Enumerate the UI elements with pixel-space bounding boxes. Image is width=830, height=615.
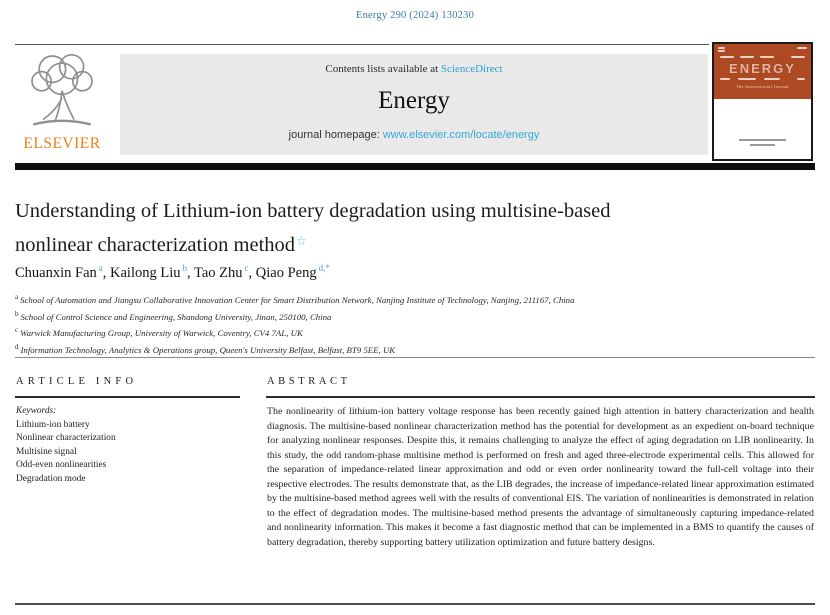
abstract-heading: ABSTRACT bbox=[267, 376, 351, 387]
elsevier-logo[interactable] bbox=[15, 50, 109, 160]
affiliation-sup: b bbox=[15, 309, 19, 318]
author-name: Chuanxin Fan bbox=[15, 264, 97, 281]
affiliation-text: Information Technology, Analytics & Operations group, Queen's University Belfast, Belfast, BT9 5EE, UK bbox=[20, 344, 396, 355]
author-affiliation-link[interactable]: d,* bbox=[318, 263, 330, 273]
cover-editor-bar4 bbox=[791, 56, 805, 58]
page-bottom-rule bbox=[15, 603, 815, 605]
journal-cover-thumbnail[interactable] bbox=[712, 42, 813, 161]
sciencedirect-link[interactable]: ScienceDirect bbox=[440, 63, 503, 75]
cover-issue-mark bbox=[797, 47, 807, 49]
affiliation-sup: d bbox=[15, 342, 19, 351]
keyword-item: Multisine signal bbox=[16, 446, 77, 457]
abstract-rule bbox=[266, 396, 815, 398]
cover-sub-bar3 bbox=[764, 78, 780, 80]
affiliation-line bbox=[15, 291, 695, 308]
article-title-line1: Understanding of Lithium-ion battery degradation using multisine-based bbox=[15, 200, 611, 222]
contents-prefix: Contents lists available at bbox=[325, 63, 441, 75]
affiliation-sup: c bbox=[15, 326, 19, 335]
keyword-item: Odd-even nonlinearities bbox=[16, 460, 107, 471]
header-top-rule bbox=[15, 44, 709, 45]
cover-editor-bar2 bbox=[740, 56, 754, 58]
cover-sub-bar4 bbox=[797, 78, 805, 80]
author-affiliation-link[interactable]: b bbox=[182, 263, 187, 273]
affiliation-text: Warwick Manufacturing Group, University of Warwick, Coventry, CV4 7AL, UK bbox=[20, 327, 303, 338]
author-separator: , bbox=[187, 264, 194, 281]
cover-subtitle: The International Journal bbox=[736, 84, 789, 89]
cover-banner bbox=[714, 44, 811, 99]
homepage-prefix: journal homepage: bbox=[288, 129, 383, 141]
journal-citation: Energy 290 (2024) 130230 bbox=[355, 10, 475, 21]
elsevier-tree-icon bbox=[26, 50, 98, 134]
keyword-item: Nonlinear characterization bbox=[16, 433, 116, 444]
homepage-url-link[interactable]: www.elsevier.com/locate/energy bbox=[382, 129, 540, 141]
affiliation-line bbox=[15, 308, 695, 325]
affiliation-sup: a bbox=[15, 293, 19, 301]
cover-footer-bar2 bbox=[750, 144, 775, 146]
affiliation-text: School of Automation and Jiangsu Collaborative Innovation Center for Smart Distribution Network, Nanjing Institute of Technology, Nanjing, 211167, China bbox=[20, 294, 575, 305]
keyword-item: Lithium-ion battery bbox=[16, 420, 90, 430]
homepage-line bbox=[120, 129, 708, 141]
author-affiliation-link[interactable]: a bbox=[98, 263, 103, 273]
affiliation-line bbox=[15, 324, 695, 341]
article-title bbox=[15, 196, 735, 260]
cover-editor-bar3 bbox=[760, 56, 774, 58]
affiliation-list bbox=[15, 291, 695, 357]
author-separator: , bbox=[102, 264, 111, 281]
author-name: Qiao Peng bbox=[255, 264, 317, 281]
elsevier-wordmark: ELSEVIER bbox=[23, 135, 101, 152]
cover-footer-bar1 bbox=[739, 139, 786, 141]
keywords-label: Keywords: bbox=[16, 406, 57, 416]
cover-sub-bar2 bbox=[738, 78, 756, 80]
author-name: Tao Zhu bbox=[194, 264, 243, 281]
article-title-line2: nonlinear characterization method bbox=[15, 234, 296, 256]
cover-journal-title: ENERGY bbox=[729, 61, 796, 76]
cover-editor-bar1 bbox=[720, 56, 734, 58]
affiliation-text: School of Control Science and Engineering, Shandong University, Jinan, 250100, China bbox=[20, 311, 332, 322]
cover-issn-mark bbox=[718, 47, 725, 49]
cover-issn-mark2 bbox=[718, 50, 725, 52]
author-list bbox=[15, 263, 715, 282]
title-footnote-star[interactable]: ☆ bbox=[296, 234, 307, 248]
cover-sub-bar1 bbox=[720, 78, 730, 80]
author-affiliation-link[interactable]: c bbox=[244, 263, 249, 273]
author-separator: , bbox=[248, 264, 256, 281]
article-info-heading: ARTICLE INFO bbox=[16, 376, 138, 387]
article-info-rule bbox=[15, 396, 240, 398]
journal-name: Energy bbox=[378, 87, 450, 114]
section-divider-rule bbox=[15, 357, 815, 358]
header-divider-bar bbox=[15, 163, 815, 170]
journal-header-box bbox=[120, 54, 708, 155]
affiliation-line bbox=[15, 341, 695, 358]
abstract-text: The nonlinearity of lithium-ion battery voltage response has been recently gained high attention in battery characterization and health diagnosis. The multisine-based nonlinear characterization method has the potential for development as an expedient on-board technique for analyzing nonlinear responses. Despite this, it remains challenging to analyze the effect of aging degradation on LIB nonlinearity. In this study, the odd random-phase multisine method is performed on fresh and aged three-electrode experimental cells. This allowed for the separation of impedance-related linear approximation and odd or even order nonlinearity toward the full-cell voltage into their respective electrodes. The results demonstrate that, as the LIB degrades, the increase of impedance-related linear approximation estimated by the multisine-based method agrees well with the results of conventional EIS. The variation of nonlinearities is demonstrated in relation to the effect of degradation modes. The multisine-based method presents the advantage of simultaneously capturing impedance-related and nonlinearity information. This makes it become a fast diagnostic method that can be implemented in a BMS to quantify the causes of battery degradation, thereby supporting battery utilization optimization and future battery designs. bbox=[267, 406, 814, 548]
contents-line bbox=[120, 63, 708, 75]
keywords-list bbox=[16, 419, 116, 486]
keyword-item: Degradation mode bbox=[16, 473, 86, 484]
author-name: Kailong Liu bbox=[110, 264, 181, 281]
